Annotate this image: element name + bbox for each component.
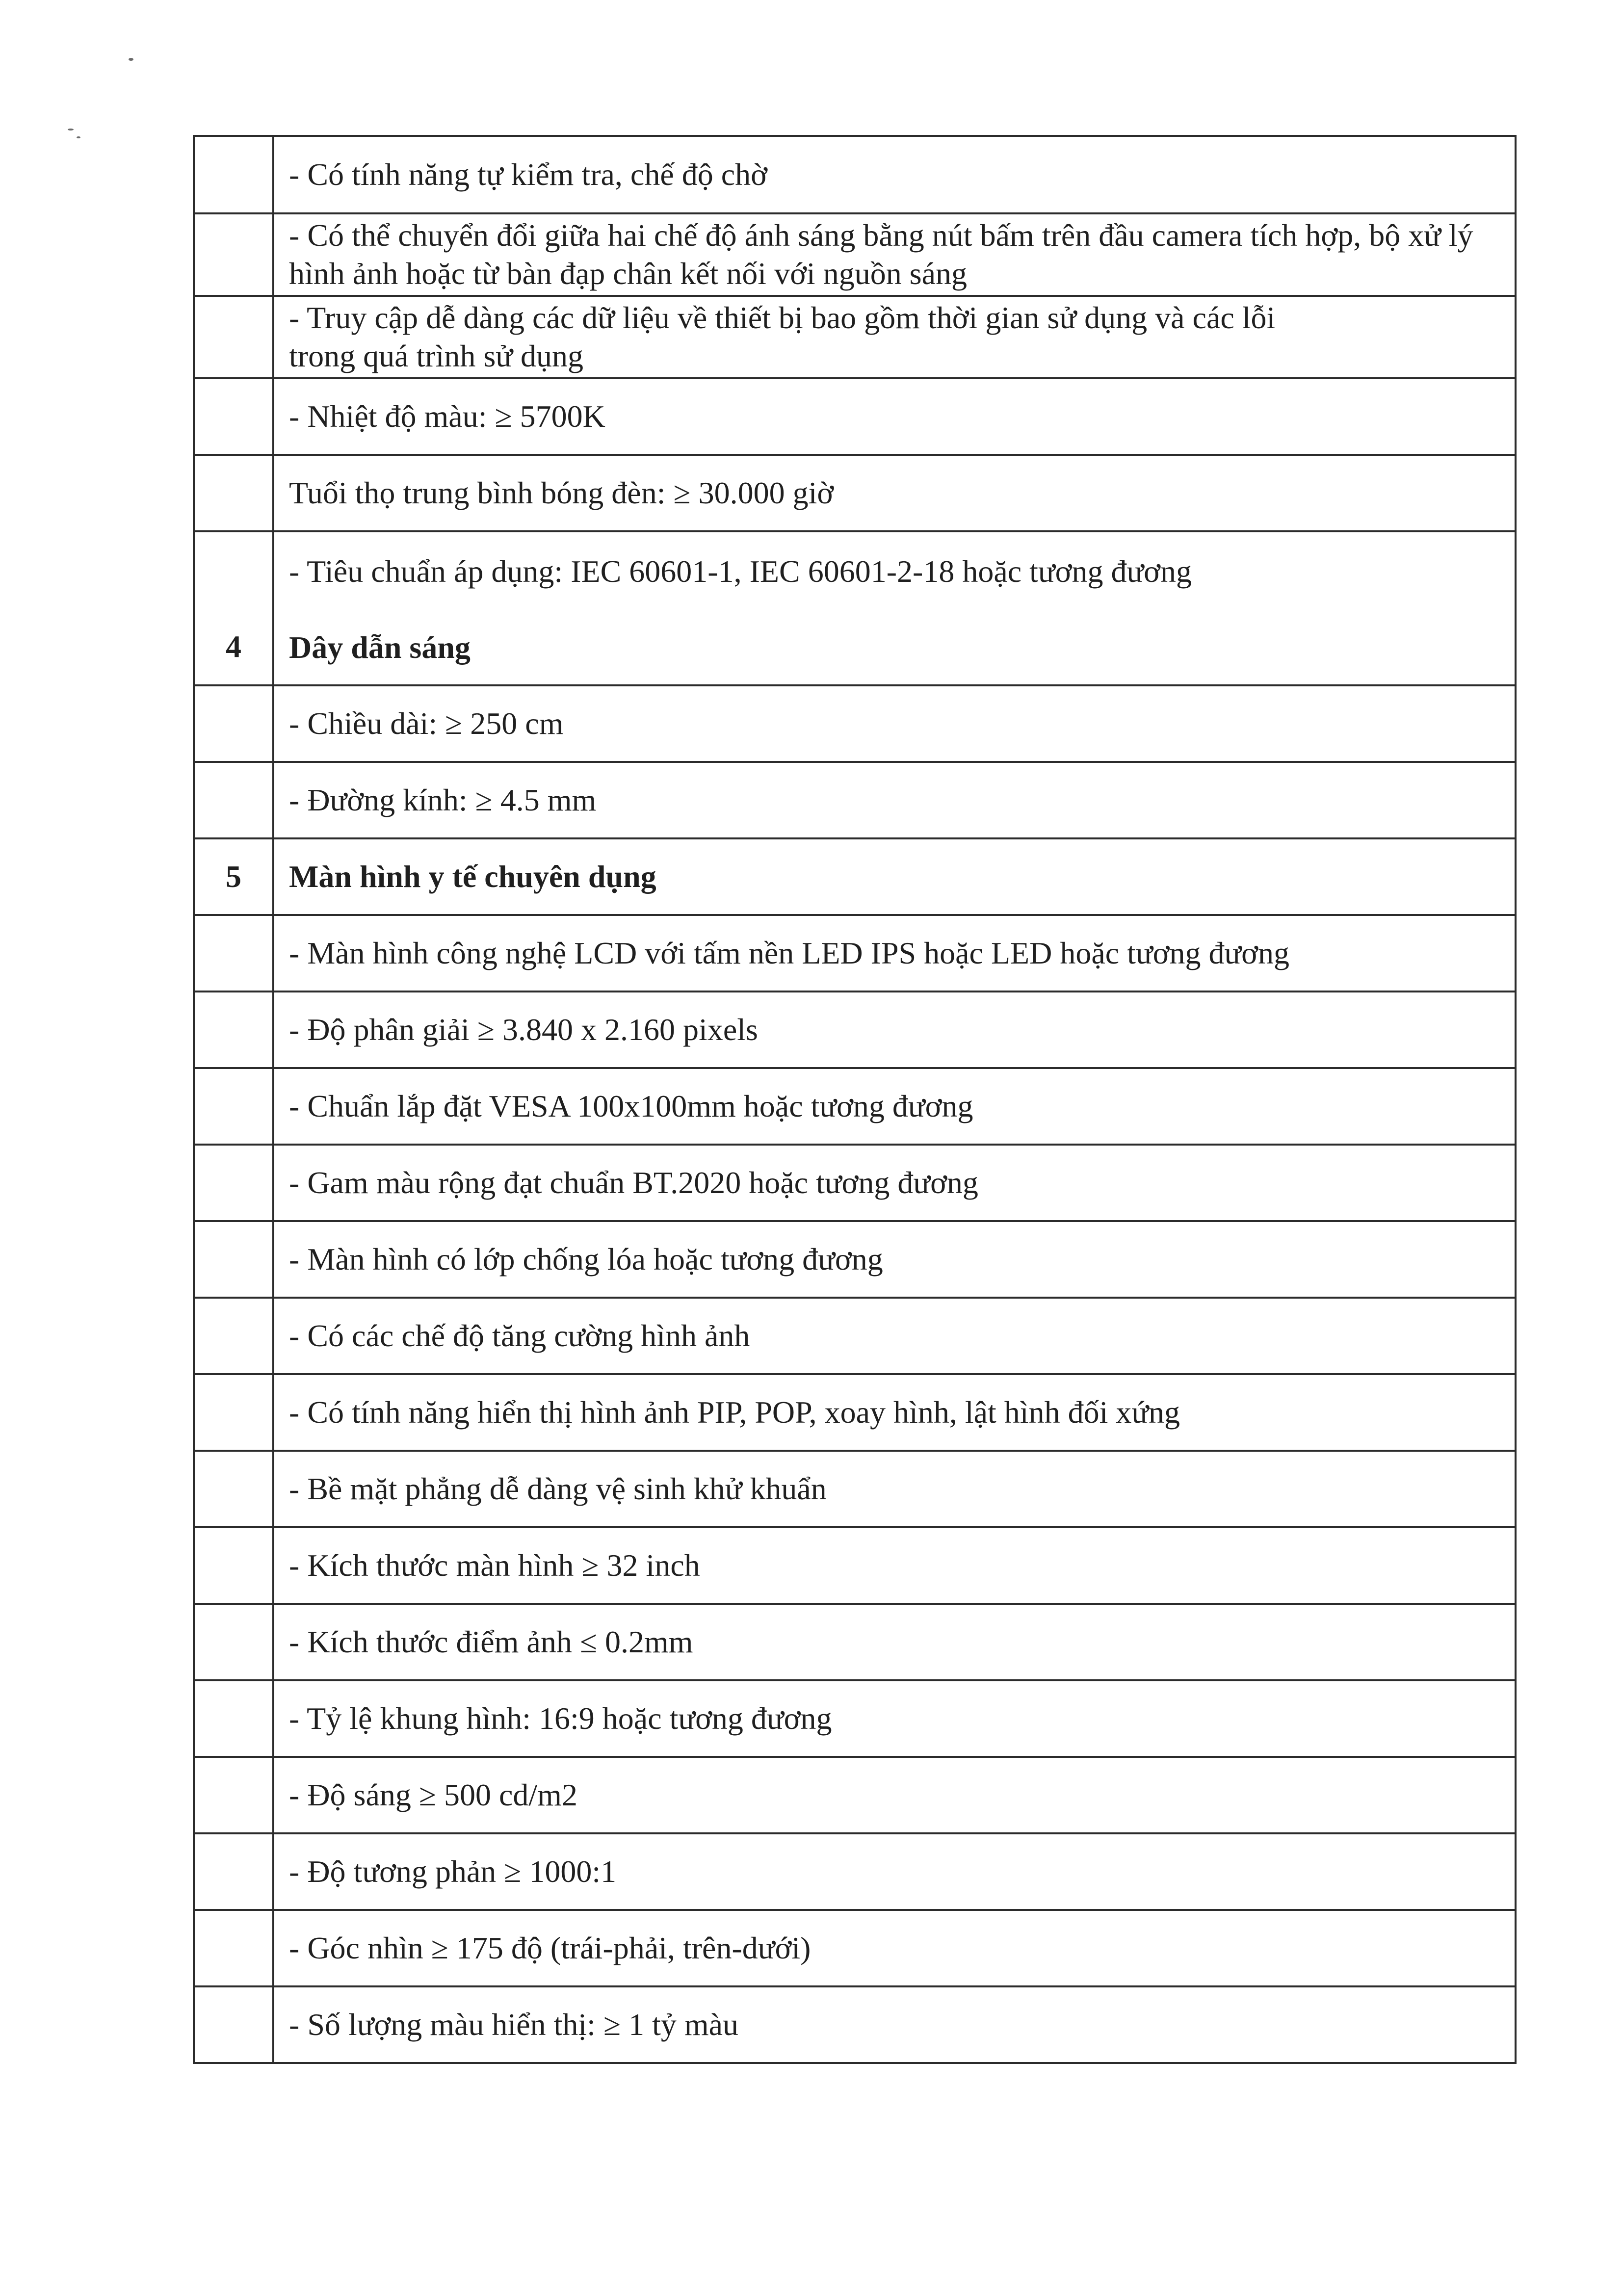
row-description: - Độ phân giải ≥ 3.840 x 2.160 pixels [273,991,1516,1068]
table-row [194,136,1516,213]
table-row [194,991,1516,1068]
row-number [194,1833,273,1910]
row-description: - Độ tương phản ≥ 1000:1 [273,1833,1516,1910]
table-row [194,1604,1516,1680]
row-description: - Tỷ lệ khung hình: 16:9 hoặc tương đương [273,1680,1516,1757]
row-description-text: - Truy cập dễ dàng các dữ liệu về thiết bị bao gồm thời gian sử dụng và các lỗi trong quá trình sử dụng [289,300,1276,373]
table-row [194,1068,1516,1145]
row-number [194,1680,273,1757]
row-description: - Màn hình có lớp chống lóa hoặc tương đương [273,1221,1516,1298]
scan-speck [68,129,74,130]
row-number [194,991,273,1068]
table-row [194,838,1516,915]
table-row [194,1451,1516,1527]
row-description: - Gam màu rộng đạt chuẩn BT.2020 hoặc tương đương [273,1145,1516,1221]
row-description: - Có các chế độ tăng cường hình ảnh [273,1298,1516,1374]
row-number [194,1986,273,2063]
table-row [194,1910,1516,1986]
row-number [194,136,273,213]
row-number [194,1451,273,1527]
row-number [194,1604,273,1680]
table-row [194,1680,1516,1757]
table-row [194,1298,1516,1374]
table-row [194,915,1516,991]
row-description: - Góc nhìn ≥ 175 độ (trái-phải, trên-dưới) [273,1910,1516,1986]
row-description: - Độ sáng ≥ 500 cd/m2 [273,1757,1516,1833]
table-row [194,455,1516,531]
row-number [194,762,273,838]
row-description: - Bề mặt phẳng dễ dàng vệ sinh khử khuẩn [273,1451,1516,1527]
row-number [194,1068,273,1145]
row-description: - Có tính năng hiển thị hình ảnh PIP, POP, xoay hình, lật hình đối xứng [273,1374,1516,1451]
standard-line: - Tiêu chuẩn áp dụng: IEC 60601-1, IEC 60601-2-18 hoặc tương đương [289,554,1192,589]
table-row [194,531,1516,685]
row-number [194,1221,273,1298]
row-number: 5 [194,838,273,915]
table-row [194,1986,1516,2063]
table-row [194,685,1516,762]
row-number [194,1757,273,1833]
row-description: - Kích thước màn hình ≥ 32 inch [273,1527,1516,1604]
section-title: Dây dẫn sáng [289,630,471,665]
row-number [194,296,273,378]
row-number [194,531,273,685]
table-row [194,1757,1516,1833]
table-row [194,1145,1516,1221]
row-number [194,915,273,991]
row-description: - Có thể chuyển đổi giữa hai chế độ ánh sáng bằng nút bấm trên đầu camera tích hợp, bộ xử lý hình ảnh hoặc từ bàn đạp chân kết nối với nguồn sáng [273,213,1516,296]
row-description: - Có tính năng tự kiểm tra, chế độ chờ [273,136,1516,213]
row-description: - Chuẩn lắp đặt VESA 100x100mm hoặc tương đương [273,1068,1516,1145]
table-row [194,1374,1516,1451]
scan-speck [129,58,133,61]
table-row [194,762,1516,838]
row-description [273,296,1516,378]
row-number [194,1527,273,1604]
row-number [194,1298,273,1374]
row-description: - Màn hình công nghệ LCD với tấm nền LED IPS hoặc LED hoặc tương đương [273,915,1516,991]
table-row [194,296,1516,378]
row-number [194,1374,273,1451]
table-row [194,1833,1516,1910]
row-description: - Số lượng màu hiển thị: ≥ 1 tỷ màu [273,1986,1516,2063]
row-number [194,213,273,296]
section-title: Màn hình y tế chuyên dụng [273,838,1516,915]
row-description: - Đường kính: ≥ 4.5 mm [273,762,1516,838]
row-number-text: 4 [226,629,241,664]
row-description: Tuổi thọ trung bình bóng đèn: ≥ 30.000 giờ [273,455,1516,531]
row-number [194,378,273,455]
specification-table [193,135,1517,2064]
table-row [194,1221,1516,1298]
row-number [194,455,273,531]
row-description: - Chiều dài: ≥ 250 cm [273,685,1516,762]
row-description: - Kích thước điểm ảnh ≤ 0.2mm [273,1604,1516,1680]
scan-speck [77,136,80,138]
table-row [194,1527,1516,1604]
table-row [194,213,1516,296]
row-number [194,1145,273,1221]
row-number [194,685,273,762]
row-number [194,1910,273,1986]
row-description: - Nhiệt độ màu: ≥ 5700K [273,378,1516,455]
row-description [273,531,1516,685]
table-row [194,378,1516,455]
